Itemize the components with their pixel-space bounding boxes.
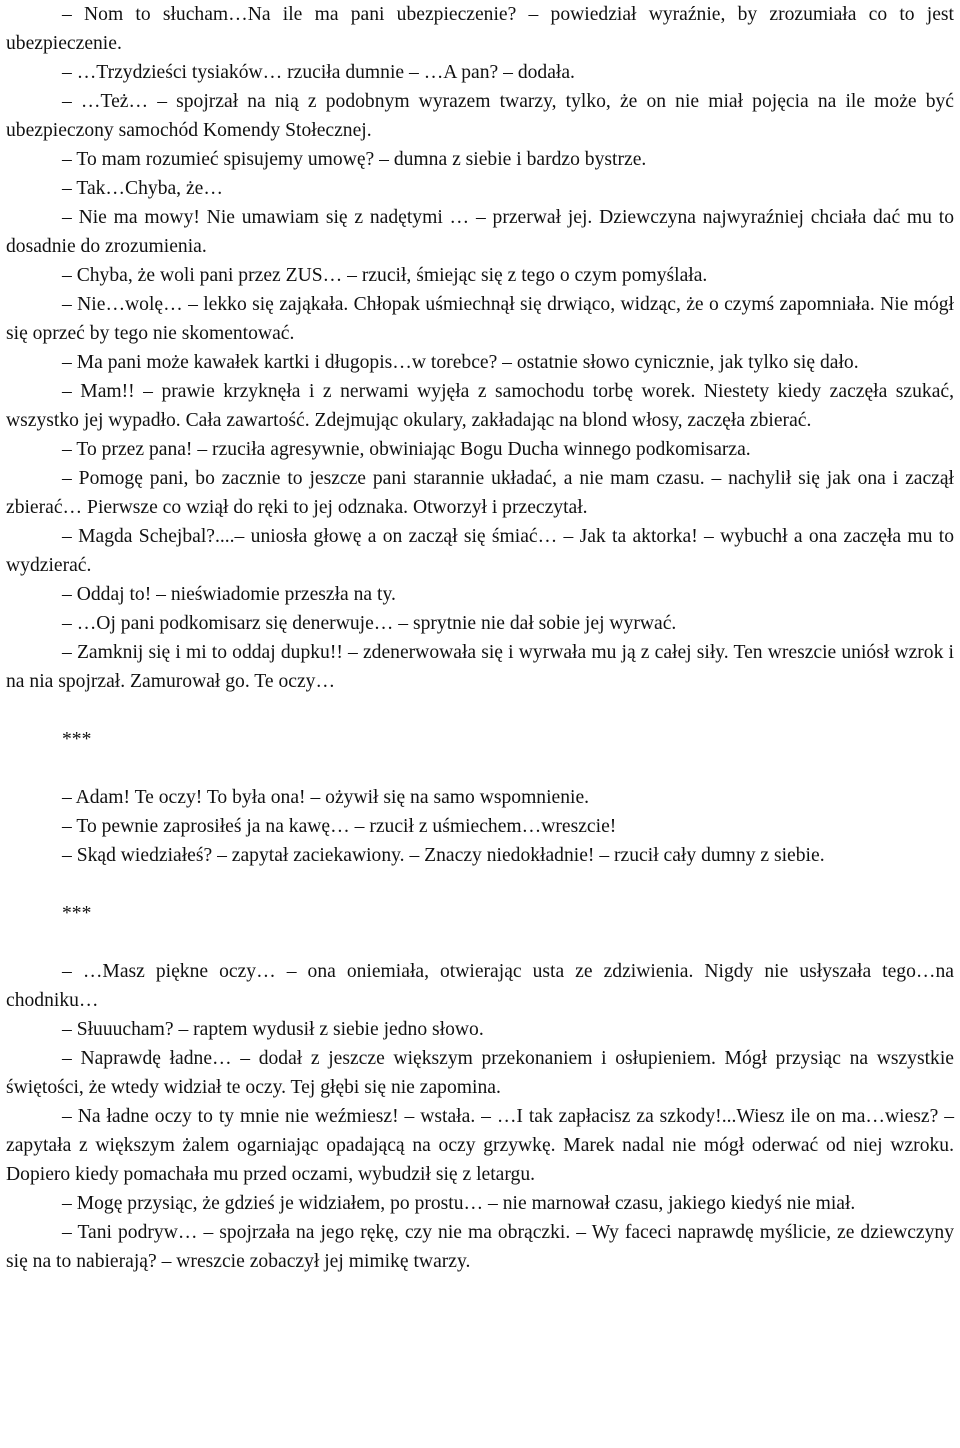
paragraph: – Zamknij się i mi to oddaj dupku!! – zdenerwowała się i wyrwała mu ją z całej siły. Ten wreszcie uniósł wzrok i na nia spojrzał. Zamurował go. Te oczy… [6,642,954,692]
paragraph: – Chyba, że woli pani przez ZUS… – rzucił, śmiejąc się z tego o czym pomyślała. [62,265,708,286]
paragraph: – To pewnie zaprosiłeś ja na kawę… – rzucił z uśmiechem…wreszcie! [62,816,617,837]
paragraph: – Pomogę pani, bo zacznie to jeszcze pani starannie układać, a nie mam czasu. – nachylił się jak ona i zaczął zbierać… Pierwsze co wziął do ręki to jej odznaka. Otworzył i przeczytał. [6,468,954,518]
paragraph: – Mogę przysiąc, że gdzieś je widziałem, po prostu… – nie marnował czasu, jakiego kiedyś nie miał. [62,1193,856,1214]
paragraph: – …Też… – spojrzał na nią z podobnym wyrazem twarzy, tylko, że on nie miał pojęcia na ile może być ubezpieczony samochód Komendy Stołecznej. [6,91,954,141]
paragraph: – Magda Schejbal?....– uniosła głowę a on zaczął się śmiać… – Jak ta aktorka! – wybuchł a ona zaczęła mu to wydzierać. [6,526,954,576]
paragraph: – Adam! Te oczy! To była ona! – ożywił się na samo wspomnienie. [62,787,590,808]
paragraph: – Nie ma mowy! Nie umawiam się z nadętymi … – przerwał jej. Dziewczyna najwyraźniej chciała dać mu to dosadnie do zrozumienia. [6,207,954,257]
paragraph: – …Oj pani podkomisarz się denerwuje… – sprytnie nie dał sobie jej wyrwać. [62,613,677,634]
section-2 [6,783,954,870]
section-separator: *** [62,729,92,750]
paragraph: – …Masz piękne oczy… – ona oniemiała, otwierając usta ze zdziwienia. Nigdy nie usłyszała tego…na chodniku… [6,961,954,1011]
section-separator: *** [62,903,92,924]
section-3 [6,957,954,1276]
paragraph: – Oddaj to! – nieświadomie przeszła na ty. [62,584,396,605]
paragraph: – Ma pani może kawałek kartki i długopis…w torebce? – ostatnie słowo cynicznie, jak tylko się dało. [62,352,859,373]
paragraph: – Na ładne oczy to ty mnie nie weźmiesz! – wstała. – …I tak zapłacisz za szkody!...Wiesz ile on ma…wiesz? – zapytała z większym żalem ogarniając opadającą na oczy grzywkę. Marek nadal nie mógł oderwać od niej wzroku. Dopiero kiedy pomachała mu przed oczami, wybudził się z letargu. [6,1106,954,1185]
paragraph: – Mam!! – prawie krzyknęła i z nerwami wyjęła z samochodu torbę worek. Niestety kiedy zaczęła szukać, wszystko jej wypadło. Cała zawartość. Zdejmując okulary, zakładając na blond włosy, zaczęła zbierać. [6,381,954,431]
paragraph: – Słuuucham? – raptem wydusił z siebie jedno słowo. [62,1019,484,1040]
paragraph: – Naprawdę ładne… – dodał z jeszcze większym przekonaniem i osłupieniem. Mógł przysiąc na wszystkie świętości, że wtedy widział te oczy. Tej głębi się nie zapomina. [6,1048,954,1098]
paragraph: – Tak…Chyba, że… [62,178,223,199]
document-page [6,0,954,1276]
paragraph: – Tani podryw… – spojrzała na jego rękę, czy nie ma obrączki. – Wy faceci naprawdę myślicie, ze dziewczyny się na to nabierają? – wreszcie zobaczył jej mimikę twarzy. [6,1222,954,1272]
paragraph: – Skąd wiedziałeś? – zapytał zaciekawiony. – Znaczy niedokładnie! – rzucił cały dumny z siebie. [62,845,825,866]
section-1 [6,0,954,696]
paragraph: – Nom to słucham…Na ile ma pani ubezpieczenie? – powiedział wyraźnie, by zrozumiała co to jest ubezpieczenie. [6,4,954,54]
paragraph: – To mam rozumieć spisujemy umowę? – dumna z siebie i bardzo bystrze. [62,149,647,170]
paragraph: – Nie…wolę… – lekko się zająkała. Chłopak uśmiechnął się drwiąco, widząc, że o czymś zapomniała. Nie mógł się oprzeć by tego nie skomentować. [6,294,954,344]
paragraph: – To przez pana! – rzuciła agresywnie, obwiniając Bogu Ducha winnego podkomisarza. [62,439,751,460]
paragraph: – …Trzydzieści tysiaków… rzuciła dumnie – …A pan? – dodała. [62,62,575,83]
